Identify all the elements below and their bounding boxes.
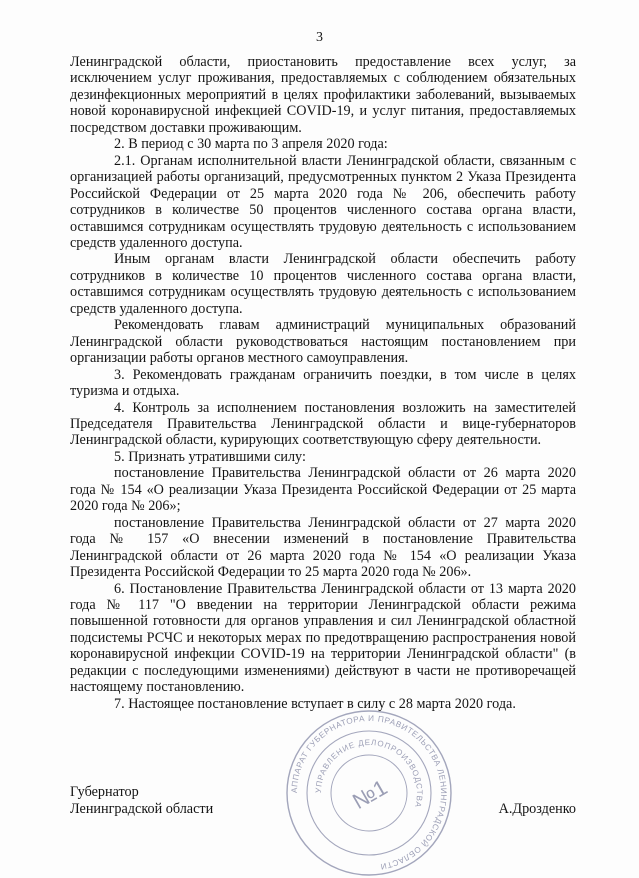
paragraph-item-7: 7. Настоящее постановление вступает в силу с 28 марта 2020 года. xyxy=(114,695,516,712)
signature-block xyxy=(70,784,576,818)
paragraph-other-authorities: Иным органам власти Ленинградской области обеспечить работу сотрудников в количестве 10 процентов численного состава органа власти, оставшимся сотрудникам осуществлять трудовую деятельность с использованием средств удаленного доступа. xyxy=(70,251,576,317)
paragraph-item-5: 5. Признать утратившими силу: xyxy=(114,448,306,465)
signature-title-line1: Губернатор xyxy=(70,784,139,800)
signature-title-line2: Ленинградской области xyxy=(70,801,214,817)
document-body xyxy=(70,54,576,712)
paragraph-item-2-1: 2.1. Органам исполнительной власти Ленинградской области, связанным с организацией работы организаций, предусмотренных пунктом 2 Указа Президента Российской Федерации от 25 марта 2020 года № 206, обеспечить работу сотрудников в количестве 50 процентов численного состава органа власти, оставшимся сотрудникам осуществлять трудовую деятельность с использованием средств удаленного доступа. xyxy=(70,152,576,251)
paragraph-item-3: 3. Рекомендовать гражданам ограничить поездки, в том числе в целях туризма и отдыха. xyxy=(70,366,576,400)
stamp-inner-text: УПРАВЛЕНИЕ ДЕЛОПРОИЗВОДСТВА xyxy=(313,737,425,809)
signatory-name: А.Дрозденко xyxy=(498,801,576,817)
paragraph-continuation: Ленинградской области, приостановить предоставление всех услуг, за исключением услуг проживания, предоставляемых с соблюдением обязательных дезинфекционных мероприятий в целях профилактики заболеваний, вызываемых новой коронавирусной инфекцией COVID-19, и услуг питания, предоставляемых посредством доставки проживающим. xyxy=(70,54,576,136)
stamp-outer-text: АППАРАТ ГУБЕРНАТОРА И ПРАВИТЕЛЬСТВА ЛЕНИНГРАДСКОЙ ОБЛАСТИ xyxy=(289,713,449,872)
paragraph-repealed-157: постановление Правительства Ленинградской области от 27 марта 2020 года № 157 «О внесении изменений в постановление Правительства Ленинградской области от 26 марта 2020 года № 154 «О реализации Указа Президента Российской Федерации то 25 марта 2020 года № 206». xyxy=(70,514,576,581)
paragraph-item-2: 2. В период с 30 марта по 3 апреля 2020 года: xyxy=(114,136,388,153)
paragraph-repealed-154: постановление Правительства Ленинградской области от 26 марта 2020 года № 154 «О реализации Указа Президента Российской Федерации от 25 марта 2020 года № 206»; xyxy=(70,465,576,515)
paragraph-municipal-recommendation: Рекомендовать главам администраций муниципальных образований Ленинградской области руководствоваться настоящим постановлением при организации работы органов местного самоуправления. xyxy=(70,317,576,367)
paragraph-item-4: 4. Контроль за исполнением постановления возложить на заместителей Председателя Правительства Ленинградской области и вице-губернаторов Ленинградской области, курирующих соответствующую сферу деятельности. xyxy=(70,399,576,449)
paragraph-item-6: 6. Постановление Правительства Ленинградской области от 13 марта 2020 года № 117 "О введении на территории Ленинградской области режима повышенной готовности для органов управления и сил Ленинградской областной подсистемы РСЧС и некоторых мерах по предотвращению распространения новой коронавирусной инфекции COVID-19 на территории Ленинградской области" (в редакции с последующими изменениями) действуют в части не противоречащей настоящему постановлению. xyxy=(70,580,576,696)
stamp-number: №1 xyxy=(347,774,392,815)
page-number: 3 xyxy=(316,30,323,45)
